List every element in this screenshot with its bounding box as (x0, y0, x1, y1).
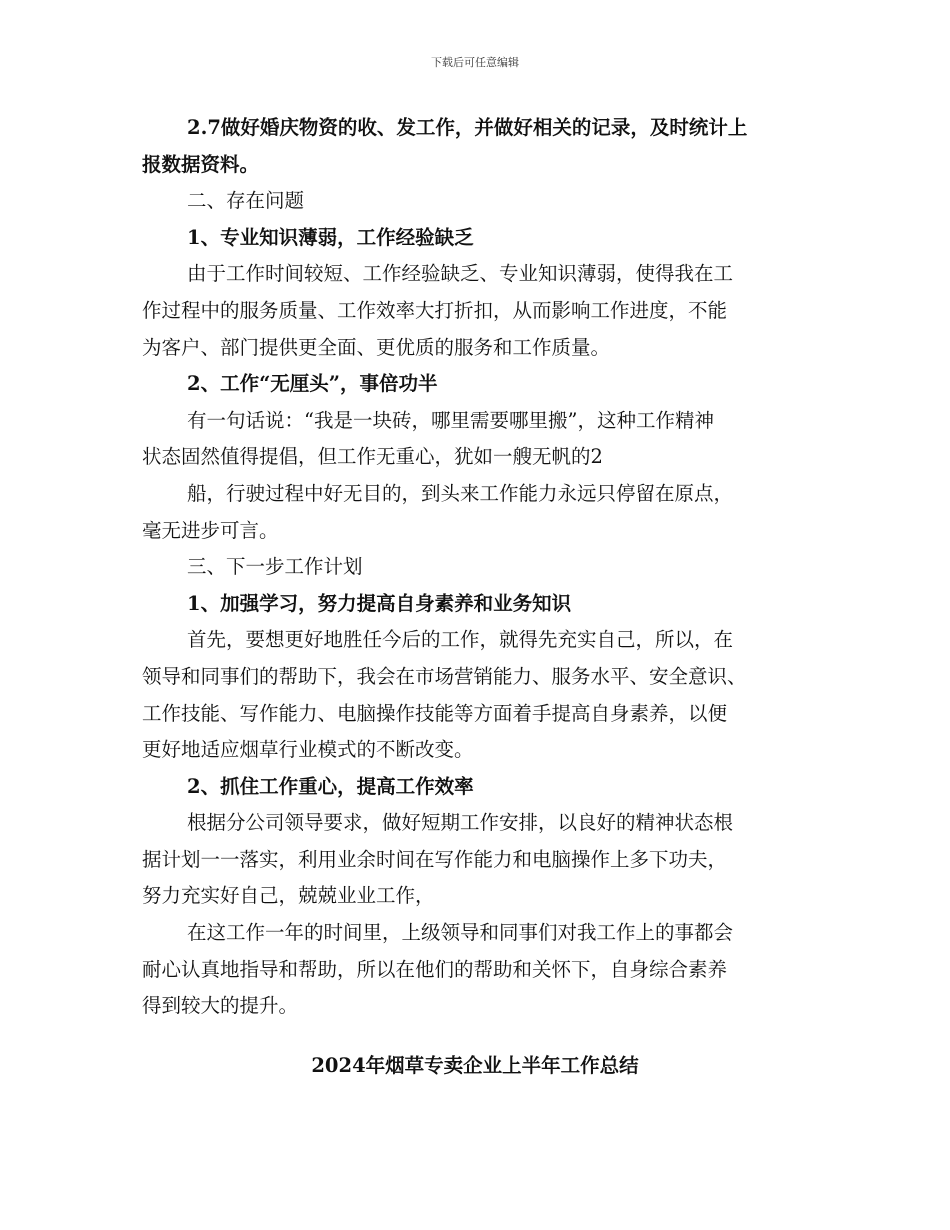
section-heading: 三、下一步工作计划 (187, 555, 363, 579)
paragraph-line: 在这工作一年的时间里，上级领导和同事们对我工作上的事都会 (187, 921, 734, 945)
subsection-heading: 1、加强学习，努力提高自身素养和业务知识 (187, 591, 572, 615)
page-header: 下载后可任意编辑 (431, 56, 519, 69)
paragraph-line: 为客户、部门提供更全面、更优质的服务和工作质量。 (142, 335, 611, 359)
paragraph-line: 由于工作时间较短、工作经验缺乏、专业知识薄弱，使得我在工 (187, 262, 734, 286)
paragraph-line: 船，行驶过程中好无目的，到头来工作能力永远只停留在原点， (187, 481, 734, 505)
document-title: 2024年烟草专卖企业上半年工作总结 (311, 1054, 639, 1077)
paragraph-line: 2.7做好婚庆物资的收、发工作，并做好相关的记录，及时统计上 (187, 116, 748, 139)
subsection-heading: 1、专业知识薄弱，工作经验缺乏 (187, 225, 474, 249)
paragraph-line: 根据分公司领导要求，做好短期工作安排，以良好的精神状态根 (187, 811, 734, 835)
document-body (142, 110, 822, 1025)
paragraph-line: 得到较大的提升。 (142, 994, 299, 1018)
paragraph-line: 更好地适应烟草行业模式的不断改变。 (142, 738, 474, 762)
paragraph-line: 毫无进步可言。 (142, 518, 279, 542)
paragraph-line: 首先，要想更好地胜任今后的工作，就得先充实自己，所以，在 (187, 628, 734, 652)
section-heading: 二、存在问题 (187, 189, 305, 213)
paragraph-line: 据计划一一落实，利用业余时间在写作能力和电脑操作上多下功夫， (142, 847, 728, 871)
paragraph-line: 耐心认真地指导和帮助，所以在他们的帮助和关怀下，自身综合素养 (142, 957, 728, 981)
paragraph-line: 报数据资料。 (142, 152, 260, 176)
paragraph-line: 努力充实好自己，兢兢业业工作， (142, 884, 435, 908)
paragraph-line: 领导和同事们的帮助下，我会在市场营销能力、服务水平、安全意识、 (142, 664, 747, 688)
paragraph-line: 状态固然值得提倡，但工作无重心，犹如一艘无帆的2 (142, 445, 603, 469)
paragraph-line: 有一句话说：“我是一块砖，哪里需要哪里搬”，这种工作精神 (187, 408, 714, 432)
subsection-heading: 2、工作“无厘头”，事倍功半 (187, 372, 438, 396)
paragraph-line: 工作技能、写作能力、电脑操作技能等方面着手提高自身素养，以便 (142, 701, 728, 725)
subsection-heading: 2、抓住工作重心，提高工作效率 (187, 774, 474, 798)
paragraph-line: 作过程中的服务质量、工作效率大打折扣，从而影响工作进度，不能 (142, 298, 728, 322)
